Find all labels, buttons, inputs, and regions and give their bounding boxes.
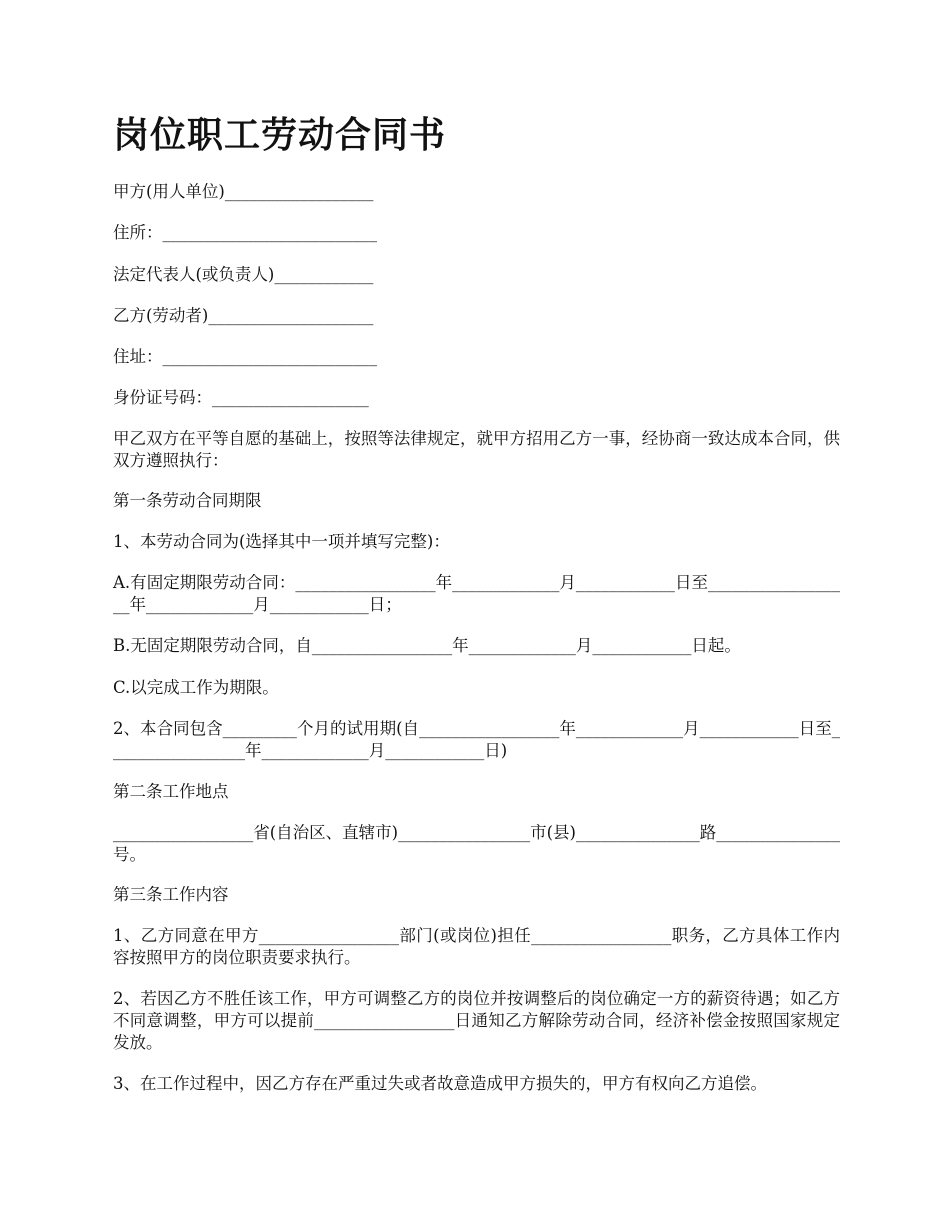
id-number-line: 身份证号码：___________________	[113, 388, 369, 407]
party-a-employer-line: 甲方(用人单位)__________________	[113, 182, 374, 201]
preamble-paragraph: 甲乙双方在平等自愿的基础上，按照等法律规定，就甲方招用乙方一事，经协商一致达成本合同，供双方遵照执行：	[113, 429, 840, 470]
section-3-heading: 第三条工作内容	[113, 885, 229, 904]
document-title: 岗位职工劳动合同书	[113, 115, 447, 156]
section-1-option-b: B.无固定期限劳动合同，自_________________年_____________月____________日起。	[113, 636, 741, 655]
section-1-heading: 第一条劳动合同期限	[113, 491, 262, 510]
party-b-worker-line: 乙方(劳动者)____________________	[113, 306, 374, 325]
section-2-work-location: _________________省(自治区、直辖市)________________市(县)_______________路_______________号。	[113, 823, 840, 864]
section-1-item-1: 1、本劳动合同为(选择其中一项并填写完整)：	[113, 532, 450, 551]
section-2-heading: 第二条工作地点	[113, 782, 229, 801]
section-3-item-2: 2、若因乙方不胜任该工作，甲方可调整乙方的岗位并按调整后的岗位确定一方的薪资待遇；如乙方不同意调整，甲方可以提前_________________日通知乙方解除劳动合同，经济补偿金按照国家规定发放。	[113, 989, 840, 1052]
section-1-option-c: C.以完成工作为期限。	[113, 678, 279, 697]
section-1-option-a: A.有固定期限劳动合同：_________________年_____________月____________日至__________________年_____________月____________日；	[113, 573, 840, 614]
party-b-address-line: 住址：__________________________	[113, 347, 377, 366]
legal-representative-line: 法定代表人(或负责人)____________	[113, 265, 374, 284]
section-3-item-1: 1、乙方同意在甲方_________________部门(或岗位)担任_________________职务，乙方具体工作内容按照甲方的岗位职责要求执行。	[113, 926, 840, 967]
section-3-item-3: 3、在工作过程中，因乙方存在严重过失或者故意造成甲方损失的，甲方有权向乙方追偿。	[113, 1074, 767, 1093]
section-1-item-2-probation: 2、本合同包含_________个月的试用期(自_________________年_____________月____________日至_________________年_____________月____________日)	[113, 719, 840, 760]
party-a-address-line: 住所：__________________________	[113, 223, 377, 242]
